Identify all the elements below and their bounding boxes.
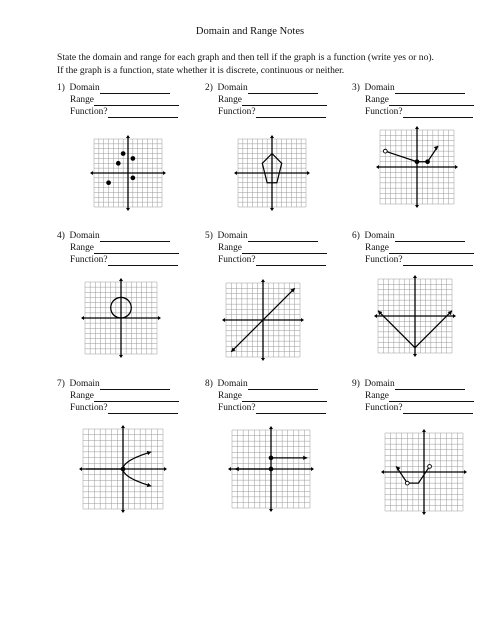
- axis-arrow: [119, 278, 123, 281]
- axis-arrow: [261, 279, 265, 282]
- axis-arrow: [79, 467, 82, 471]
- problem-number: 5): [205, 231, 213, 241]
- closed-point: [269, 467, 273, 471]
- axis-arrow: [374, 314, 377, 318]
- axis-arrow: [307, 171, 310, 175]
- function-answer-line[interactable]: [403, 256, 473, 266]
- axis-arrow: [455, 165, 458, 169]
- function-label: Function?: [70, 255, 108, 265]
- problem-number: 1): [57, 83, 65, 93]
- problem-number: 4): [57, 231, 65, 241]
- axis-arrow: [269, 426, 273, 429]
- axis-arrow: [270, 208, 274, 211]
- axis-arrow: [415, 205, 419, 208]
- range-label: Range: [70, 95, 94, 105]
- axis-arrow: [413, 275, 417, 278]
- axis-arrow: [126, 135, 130, 138]
- closed-point: [116, 161, 120, 165]
- domain-answer-line[interactable]: [248, 84, 318, 94]
- axis-arrow: [228, 467, 231, 471]
- closed-point: [131, 157, 135, 161]
- graph-2-pentagon: [232, 130, 312, 216]
- range-answer-line[interactable]: [242, 244, 327, 254]
- function-label: Function?: [218, 255, 256, 265]
- function-answer-line[interactable]: [403, 108, 473, 118]
- range-label: Range: [70, 243, 94, 253]
- domain-answer-line[interactable]: [248, 380, 318, 390]
- axis-arrow: [119, 355, 123, 358]
- axis-arrow: [464, 470, 467, 474]
- page-title: Domain and Range Notes: [195, 26, 305, 37]
- domain-label: Domain: [69, 379, 100, 389]
- axis-arrow: [90, 171, 93, 175]
- axis-arrow: [234, 171, 237, 175]
- axis-arrow: [222, 318, 225, 322]
- axis-arrow: [413, 354, 417, 357]
- domain-answer-line[interactable]: [395, 84, 465, 94]
- axis-arrow: [269, 509, 273, 512]
- range-label: Range: [70, 391, 94, 401]
- axis-arrow: [381, 470, 384, 474]
- domain-answer-line[interactable]: [248, 232, 318, 242]
- graph-4-circle: [79, 274, 163, 362]
- function-answer-line[interactable]: [256, 404, 326, 414]
- range-answer-line[interactable]: [94, 96, 179, 106]
- graph-1-discrete-points: [88, 130, 168, 216]
- function-label: Function?: [218, 403, 256, 413]
- domain-label: Domain: [217, 379, 248, 389]
- instruction-line-1: State the domain and range for each graph and then tell if the graph is a function (write yes or no).: [57, 52, 434, 63]
- range-label: Range: [365, 95, 389, 105]
- function-label: Function?: [218, 107, 256, 117]
- range-label: Range: [218, 391, 242, 401]
- axis-arrow: [121, 510, 125, 513]
- problem-number: 9): [352, 379, 360, 389]
- range-answer-line[interactable]: [389, 96, 474, 106]
- axis-arrow: [261, 358, 265, 361]
- problem-number: 6): [352, 231, 360, 241]
- range-answer-line[interactable]: [94, 392, 179, 402]
- domain-label: Domain: [217, 83, 248, 93]
- range-answer-line[interactable]: [389, 392, 474, 402]
- axis-arrow: [121, 425, 125, 428]
- domain-answer-line[interactable]: [100, 380, 170, 390]
- domain-answer-line[interactable]: [100, 84, 170, 94]
- axis-arrow: [126, 208, 130, 211]
- axis-arrow: [163, 171, 166, 175]
- domain-answer-line[interactable]: [395, 232, 465, 242]
- domain-label: Domain: [69, 231, 100, 241]
- problem-number: 7): [57, 379, 65, 389]
- axis-arrow: [415, 126, 419, 129]
- closed-point: [131, 176, 135, 180]
- domain-label: Domain: [69, 83, 100, 93]
- closed-point: [269, 456, 273, 460]
- range-label: Range: [365, 391, 389, 401]
- axis-arrow: [376, 165, 379, 169]
- open-point: [405, 481, 409, 485]
- closed-point: [107, 181, 111, 185]
- open-point: [428, 465, 432, 469]
- closed-point: [426, 160, 430, 164]
- problem-number: 2): [205, 83, 213, 93]
- function-answer-line[interactable]: [256, 108, 326, 118]
- graph-9-piecewise: [379, 427, 469, 517]
- range-label: Range: [218, 243, 242, 253]
- axis-arrow: [422, 512, 426, 515]
- axis-arrow: [453, 314, 456, 318]
- problem-number: 3): [352, 83, 360, 93]
- closed-point: [415, 160, 419, 164]
- function-label: Function?: [365, 403, 403, 413]
- axis-arrow: [422, 429, 426, 432]
- domain-label: Domain: [364, 379, 395, 389]
- open-point: [383, 149, 387, 153]
- function-label: Function?: [70, 107, 108, 117]
- range-answer-line[interactable]: [94, 244, 179, 254]
- axis-arrow: [301, 318, 304, 322]
- domain-label: Domain: [364, 231, 395, 241]
- axis-arrow: [158, 316, 161, 320]
- closed-point: [121, 152, 125, 156]
- range-answer-line[interactable]: [242, 96, 327, 106]
- domain-label: Domain: [364, 83, 395, 93]
- function-answer-line[interactable]: [108, 256, 178, 266]
- instruction-line-2: If the graph is a function, state whether it is discrete, continuous or neither.: [57, 64, 345, 76]
- instructions: [57, 52, 477, 77]
- axis-arrow: [81, 316, 84, 320]
- graph-6-v-shape: [372, 273, 458, 359]
- function-answer-line[interactable]: [108, 404, 178, 414]
- graph-3-segments: [373, 124, 461, 210]
- range-label: Range: [365, 243, 389, 253]
- function-label: Function?: [365, 107, 403, 117]
- function-answer-line[interactable]: [256, 256, 326, 266]
- range-answer-line[interactable]: [242, 392, 327, 402]
- line-arrow: [235, 467, 239, 471]
- line-arrow: [303, 456, 307, 460]
- closed-point: [121, 467, 125, 471]
- domain-label: Domain: [217, 231, 248, 241]
- axis-arrow: [311, 467, 314, 471]
- function-answer-line[interactable]: [403, 404, 473, 414]
- domain-answer-line[interactable]: [100, 232, 170, 242]
- function-answer-line[interactable]: [108, 108, 178, 118]
- axis-arrow: [270, 135, 274, 138]
- problem-number: 8): [205, 379, 213, 389]
- range-label: Range: [218, 95, 242, 105]
- function-label: Function?: [365, 255, 403, 265]
- function-label: Function?: [70, 403, 108, 413]
- graph-8-horizontal-segments: [226, 424, 316, 514]
- domain-answer-line[interactable]: [395, 380, 465, 390]
- graph-5-line: [220, 275, 306, 365]
- graph-7-sideways-parabola: [76, 423, 170, 515]
- axis-arrow: [164, 467, 167, 471]
- range-answer-line[interactable]: [389, 244, 474, 254]
